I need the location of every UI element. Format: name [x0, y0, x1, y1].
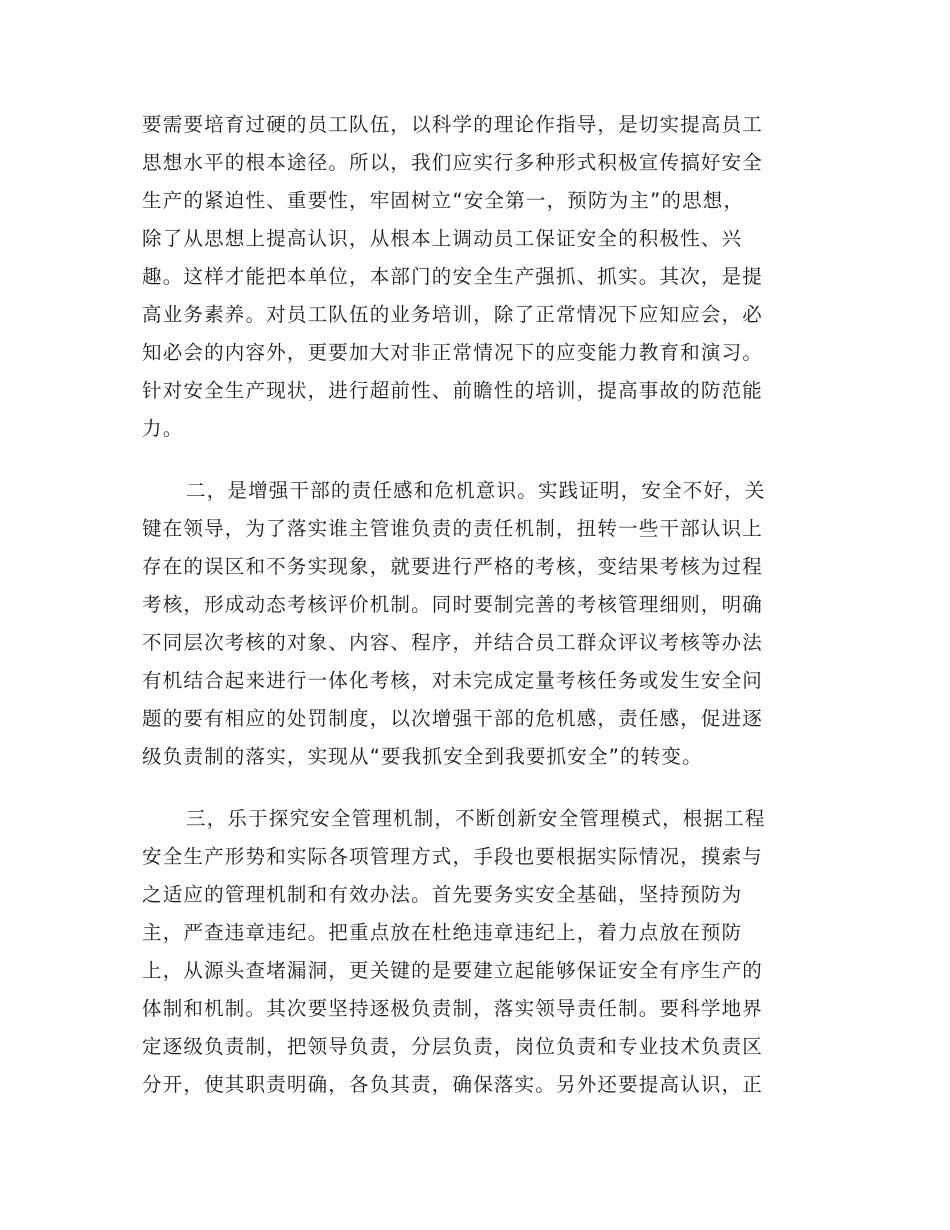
paragraph-1: [142, 106, 798, 448]
text-line: 定逐级负责制，把领导负责，分层负责，岗位负责和专业技术负责区: [142, 1035, 764, 1058]
text-line: 思想水平的根本途径。所以，我们应实行多种形式积极宣传搞好安全: [142, 151, 764, 174]
text-line: 高业务素养。对员工队伍的业务培训，除了正常情况下应知应会，必: [142, 303, 764, 326]
text-line: 主，严查违章违纪。把重点放在杜绝违章违纪上，着力点放在预防: [142, 921, 743, 944]
text-line: 不同层次考核的对象、内容、程序，并结合员工群众评议考核等办法: [142, 631, 764, 654]
text-line: 体制和机制。其次要坚持逐极负责制，落实领导责任制。要科学地界: [142, 997, 764, 1020]
text-line: 分开，使其职责明确，各负其责，确保落实。另外还要提高认识，正: [142, 1073, 764, 1096]
text-line: 考核，形成动态考核评价机制。同时要制完善的考核管理细则，明确: [142, 593, 764, 616]
paragraph-3: [142, 800, 798, 1104]
text-line: 安全生产形势和实际各项管理方式，手段也要根据实际情况，摸索与: [142, 845, 764, 868]
text-line: 针对安全生产现状，进行超前性、前瞻性的培训，提高事故的防范能: [142, 379, 764, 402]
text-line: 上，从源头查堵漏洞，更关键的是要建立起能够保证安全有序生产的: [142, 959, 764, 982]
text-line: 除了从思想上提高认识，从根本上调动员工保证安全的积极性、兴: [142, 227, 743, 250]
text-line: 生产的紧迫性、重要性，牢固树立“安全第一，预防为主”的思想，: [142, 189, 745, 212]
text-line: 之适应的管理机制和有效办法。首先要务实安全基础，坚持预防为: [142, 883, 743, 906]
text-line: 题的要有相应的处罚制度，以次增强干部的危机感，责任感，促进逐: [142, 707, 764, 730]
document-body: [142, 106, 798, 1104]
paragraph-2: [142, 472, 798, 776]
text-line: 存在的误区和不务实现象，就要进行严格的考核，变结果考核为过程: [142, 555, 764, 578]
text-line: 力。: [142, 417, 184, 440]
text-line: 知必会的内容外，更要加大对非正常情况下的应变能力教育和演习。: [142, 341, 764, 364]
text-line: 趣。这样才能把本单位，本部门的安全生产强抓、抓实。其次，是提: [142, 265, 764, 288]
text-line: 有机结合起来进行一体化考核，对未完成定量考核任务或发生安全问: [142, 669, 764, 692]
text-line: 键在领导，为了落实谁主管谁负责的责任机制，扭转一些干部认识上: [142, 517, 764, 540]
text-line: 级负责制的落实，实现从“要我抓安全到我要抓安全”的转变。: [142, 745, 703, 768]
text-line: 二，是增强干部的责任感和危机意识。实践证明，安全不好，关: [186, 479, 766, 502]
text-line: 三，乐于探究安全管理机制，不断创新安全管理模式，根据工程: [186, 807, 766, 830]
text-line: 要需要培育过硬的员工队伍，以科学的理论作指导，是切实提高员工: [142, 113, 764, 136]
